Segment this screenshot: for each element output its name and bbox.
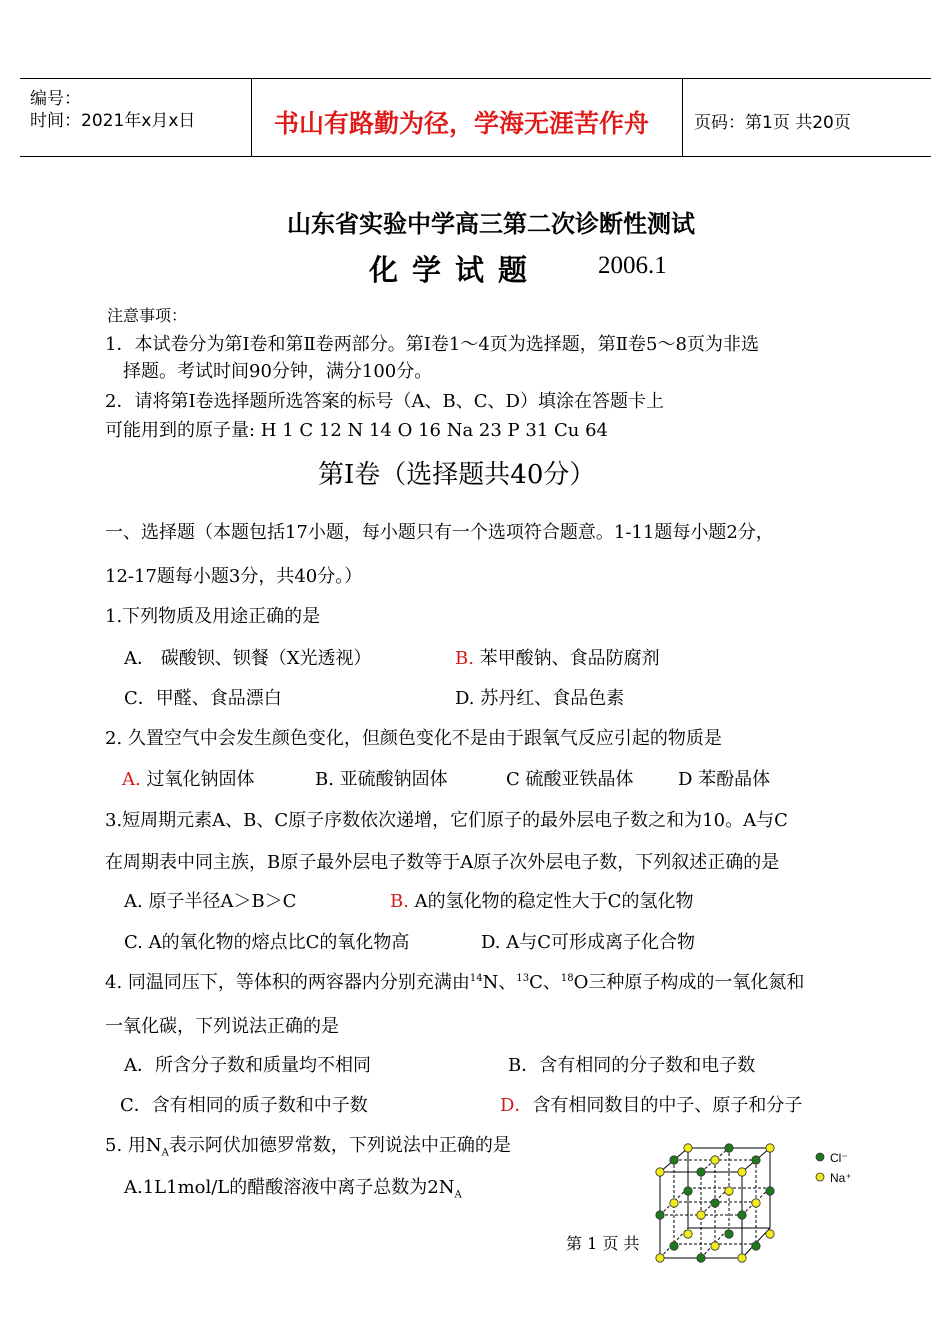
cl-ion xyxy=(738,1211,746,1219)
q4-stem-1 xyxy=(105,968,804,994)
q3-option-d: D. A与C可形成离子化合物 xyxy=(481,932,696,953)
na-ion xyxy=(738,1168,746,1176)
q4-stem-2: 一氧化碳，下列说法正确的是 xyxy=(105,1016,339,1037)
na-ion xyxy=(670,1199,678,1207)
cl-ion xyxy=(752,1242,760,1250)
q3-option-b-text: A的氢化物的稳定性大于C的氢化物 xyxy=(408,891,694,912)
q4-sup-14: 14 xyxy=(469,973,483,984)
q2-option-a-text: 过氧化钠固体 xyxy=(140,769,255,790)
cl-ion xyxy=(670,1242,678,1250)
q3-option-c: C. A的氧化物的熔点比C的氧化物高 xyxy=(124,932,410,953)
q2-stem: 2. 久置空气中会发生颜色变化，但颜色变化不是由于跟氧气反应引起的物质是 xyxy=(105,728,722,749)
q5-option-a xyxy=(124,1173,462,1201)
legend-cl-marker xyxy=(816,1153,824,1161)
legend-cl-label: Cl⁻ xyxy=(830,1151,848,1165)
q2-option-a-letter: A. xyxy=(122,769,141,790)
section-intro-2: 12-17题每小题3分，共40分。） xyxy=(105,566,363,587)
q2-option-d: D 苯酚晶体 xyxy=(678,769,771,790)
cl-ion xyxy=(725,1144,733,1152)
q4-sup-13: 13 xyxy=(516,973,530,984)
cl-ion xyxy=(684,1187,692,1195)
q4-stem-post: O三种原子构成的一氧化氮和 xyxy=(573,972,805,993)
q1-option-b-letter: B. xyxy=(455,648,474,669)
header-top-border xyxy=(20,78,931,79)
na-ion xyxy=(656,1168,664,1176)
na-ion xyxy=(697,1211,705,1219)
section-intro-1: 一、选择题（本题包括17小题，每小题只有一个选项符合题意。1-11题每小题2分， xyxy=(105,522,774,543)
cl-ion xyxy=(697,1254,705,1262)
cl-ion xyxy=(697,1168,705,1176)
atomic-weights: 可能用到的原子量: H 1 C 12 N 14 O 16 Na 23 P 31 Cu 64 xyxy=(105,420,608,441)
header-divider-1 xyxy=(251,78,252,157)
notes-heading: 注意事项： xyxy=(107,306,188,325)
header-time-label: 时间：2021年x月x日 xyxy=(30,111,196,131)
q5-stem-pre: 5. 用N xyxy=(105,1135,162,1156)
q3-stem-2: 在周期表中同主族，B原子最外层电子数等于A原子次外层电子数，下列叙述正确的是 xyxy=(105,852,780,873)
q4-sup-18: 18 xyxy=(560,973,574,984)
document-subtitle: 化学试题 xyxy=(369,253,542,287)
q5-stem xyxy=(105,1131,511,1159)
cl-ion xyxy=(766,1187,774,1195)
section-title: 第Ⅰ卷（选择题共40分） xyxy=(318,460,596,490)
q5-option-a-text: A.1L1mol/L的醋酸溶液中离子总数为2N xyxy=(124,1177,455,1198)
na-ion xyxy=(711,1156,719,1164)
q3-option-b-letter: B. xyxy=(390,891,409,912)
na-ion xyxy=(684,1230,692,1238)
q5-stem-post: 表示阿伏加德罗常数，下列说法中正确的是 xyxy=(168,1135,511,1156)
q1-option-b-text: 苯甲酸钠、食品防腐剂 xyxy=(473,648,660,669)
q3-option-b xyxy=(390,887,693,913)
q1-option-d: D. 苏丹红、食品色素 xyxy=(455,688,625,709)
nacl-crystal-figure xyxy=(640,1140,870,1280)
cl-ion xyxy=(656,1211,664,1219)
header-number-label: 编号： xyxy=(30,89,81,109)
na-ion xyxy=(766,1144,774,1152)
q4-option-d-text: 含有相同数目的中子、原子和分子 xyxy=(532,1095,803,1116)
q1-option-b xyxy=(455,644,660,670)
document-date: 2006.1 xyxy=(598,252,667,279)
header-page-info: 页码：第1页 共20页 xyxy=(694,113,851,133)
q1-option-c: C．甲醛、食品漂白 xyxy=(124,688,282,709)
na-ion xyxy=(725,1187,733,1195)
page-footer: 第 1 页 共 xyxy=(566,1234,640,1253)
document-title: 山东省实验中学高三第二次诊断性测试 xyxy=(287,209,695,238)
na-ion xyxy=(684,1144,692,1152)
header-bottom-border xyxy=(20,156,931,157)
q2-option-a xyxy=(122,765,254,791)
q4-c: C、 xyxy=(529,972,561,993)
na-ion xyxy=(752,1199,760,1207)
q2-option-c: C 硫酸亚铁晶体 xyxy=(506,769,634,790)
q4-option-d-letter: D． xyxy=(500,1095,533,1116)
note-1a: 1．本试卷分为第Ⅰ卷和第Ⅱ卷两部分。第Ⅰ卷1～4页为选择题，第Ⅱ卷5～8页为非选 xyxy=(105,334,759,355)
na-ion xyxy=(656,1254,664,1262)
q4-option-d xyxy=(500,1091,802,1117)
cl-ion xyxy=(725,1230,733,1238)
q3-stem-1: 3.短周期元素A、B、C原子序数依次递增，它们原子的最外层电子数之和为10。A与C xyxy=(105,810,788,831)
na-ion xyxy=(711,1242,719,1250)
q5-option-a-sub: A xyxy=(454,1189,462,1201)
q3-option-a: A. 原子半径A＞B＞C xyxy=(124,891,297,912)
cl-ion xyxy=(752,1156,760,1164)
note-1b: 择题。考试时间90分钟，满分100分。 xyxy=(123,361,433,382)
na-ion xyxy=(766,1230,774,1238)
header-divider-2 xyxy=(682,78,683,157)
q4-n: N、 xyxy=(482,972,517,993)
legend-na-marker xyxy=(816,1173,824,1181)
cl-ion xyxy=(711,1199,719,1207)
q4-option-b: B．含有相同的分子数和电子数 xyxy=(508,1055,756,1076)
na-ion xyxy=(738,1254,746,1262)
q4-option-c: C．含有相同的质子数和中子数 xyxy=(120,1095,368,1116)
note-2: 2．请将第Ⅰ卷选择题所选答案的标号（A、B、C、D）填涂在答题卡上 xyxy=(105,391,664,412)
legend-na-label: Na⁺ xyxy=(830,1171,852,1185)
q1-option-a: A． 碳酸钡、钡餐（X光透视） xyxy=(124,648,372,669)
cl-ion xyxy=(670,1156,678,1164)
q2-option-b: B. 亚硫酸钠固体 xyxy=(315,769,448,790)
q4-stem-pre: 4. 同温同压下，等体积的两容器内分别充满由 xyxy=(105,972,470,993)
q4-option-a: A．所含分子数和质量均不相同 xyxy=(124,1055,371,1076)
header-motto: 书山有路勤为径，学海无涯苦作舟 xyxy=(274,109,650,138)
q5-sub-a: A xyxy=(161,1147,169,1159)
q1-stem: 1.下列物质及用途正确的是 xyxy=(105,606,321,627)
